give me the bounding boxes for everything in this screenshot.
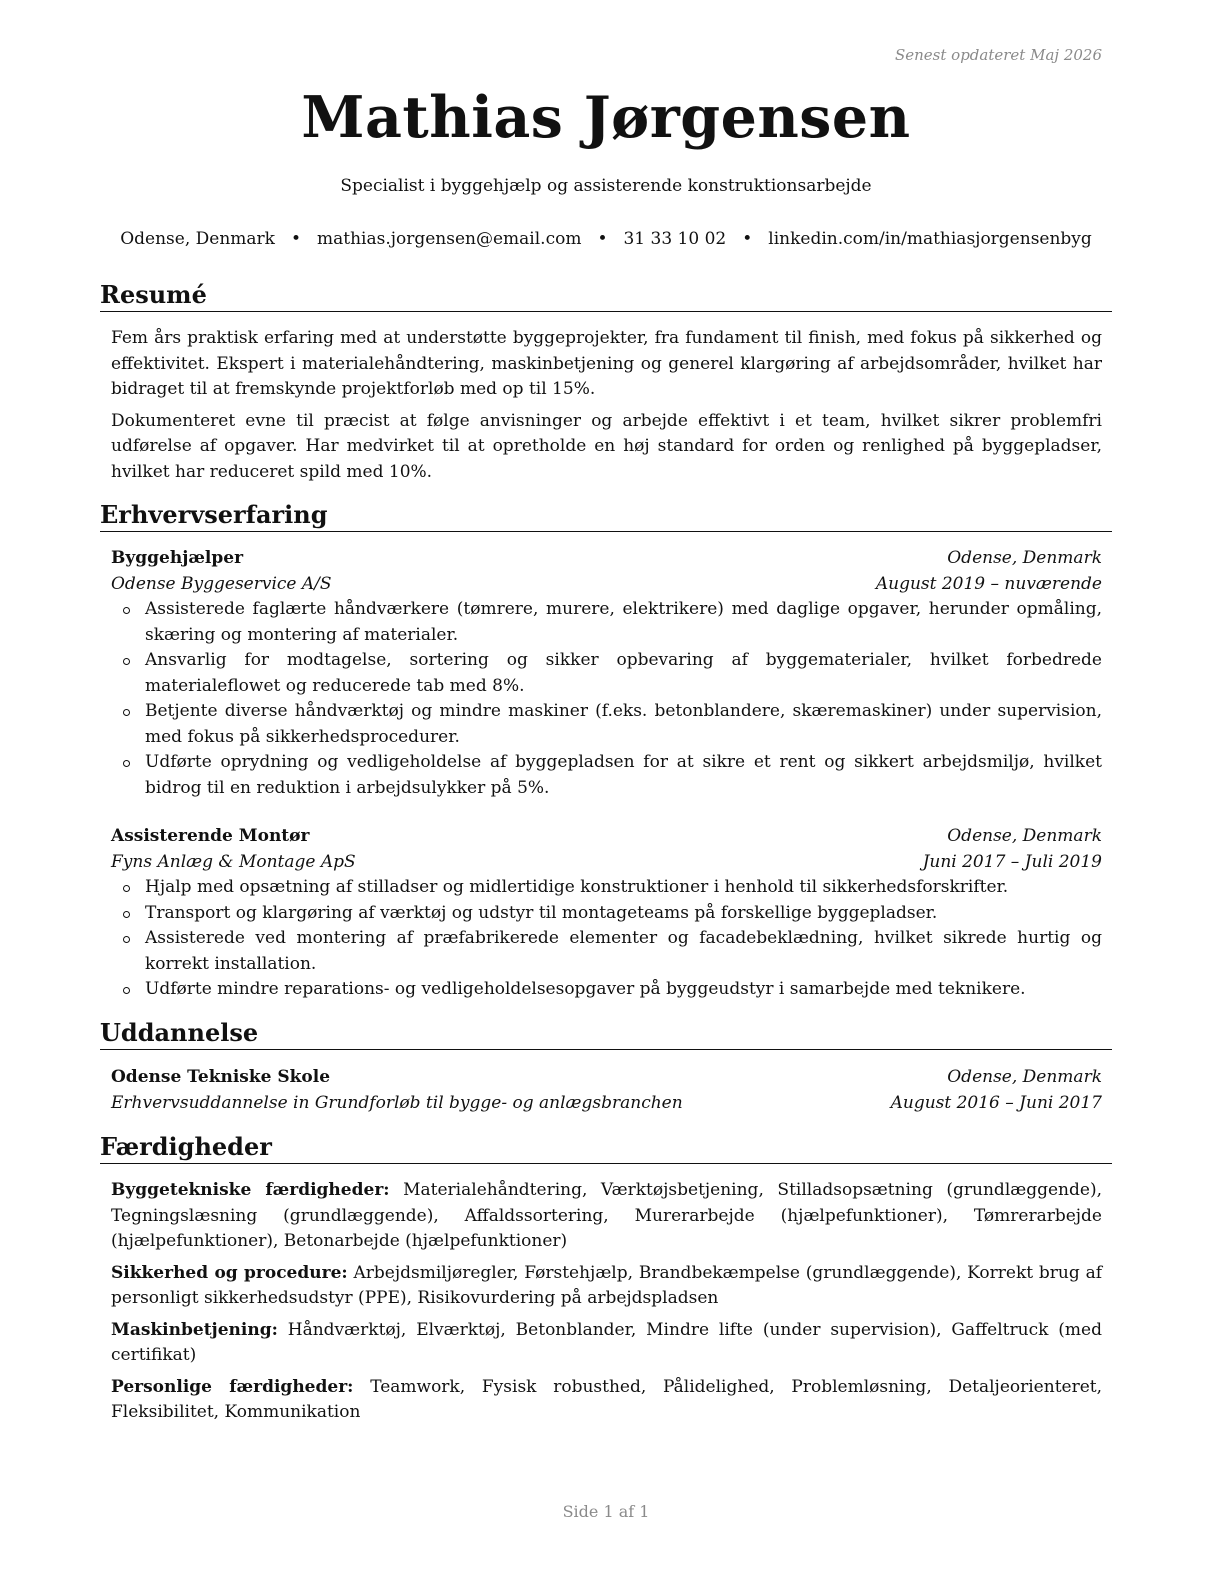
contact-location: Odense, Denmark [120,229,275,249]
skill-text: Håndværktøj, Elværktøj, Betonblander, Mindre lifte (under supervision), Gaffeltruck (med certifikat) [111,1319,1102,1365]
job-location: Odense, Denmark [947,548,1102,568]
job-title: Byggehjælper [111,548,244,568]
skill-group [111,1178,1102,1255]
skill-group [111,1318,1102,1369]
section-title-education: Uddannelse [100,1018,1112,1050]
school-name: Odense Tekniske Skole [111,1067,331,1087]
list-item: Hjalp med opsætning af stilladser og midlertidige konstruktioner i henhold til sikkerhedsforskrifter. [111,875,1102,901]
list-item: Assisterede ved montering af præfabrikerede elementer og facadebeklædning, hvilket sikrede hurtig og korrekt installation. [111,926,1102,977]
tagline: Specialist i byggehjælp og assisterende konstruktionsarbejde [340,176,872,196]
summary-section [111,326,1102,491]
last-updated: Senest opdateret Maj 2026 [894,46,1102,64]
resume-page [100,0,1112,1584]
skill-label: Maskinbetjening: [111,1319,278,1340]
job-bullets [111,875,1102,1003]
section-title-summary: Resumé [100,280,1112,312]
section-title-experience: Erhvervserfaring [100,500,1112,532]
skill-text: Arbejdsmiljøregler, Førstehjælp, Brandbekæmpelse (grundlæggende), Korrekt brug af personligt sikkerhedsudstyr (PPE), Risikovurdering på arbejdspladsen [111,1262,1102,1308]
job-title: Assisterende Montør [111,826,310,846]
contact-email[interactable]: mathias.jorgensen@email.com [316,229,582,249]
company-name: Odense Byggeservice A/S [111,573,332,594]
contact-line [100,229,1112,249]
job-bullets [111,597,1102,801]
program-name: Erhvervsuddannelse in Grundforløb til bygge- og anlægsbranchen [111,1092,683,1113]
school-location: Odense, Denmark [947,1067,1102,1087]
list-item: Udførte mindre reparations- og vedligeholdelsesopgaver på byggeudstyr i samarbejde med teknikere. [111,977,1102,1003]
education-entry [111,1065,1102,1116]
skill-group [111,1261,1102,1312]
list-item: Udførte oprydning og vedligeholdelse af byggepladsen for at sikre et rent og sikkert arbejdsmiljø, hvilket bidrog til en reduktion i arbejdsulykker på 5%. [111,750,1102,801]
summary-paragraph: Dokumenteret evne til præcist at følge anvisninger og arbejde effektivt i et team, hvilket sikrer problemfri udførelse af opgaver. Har medvirket til at opretholde en høj standard for orden og renlighed på byggepladser, hvilket har reduceret spild med 10%. [111,410,1102,482]
skill-text: Materialehåndtering, Værktøjsbetjening, Stilladsopsætning (grundlæggende), Tegningslæsning (grundlæggende), Affaldssortering, Murerarbejde (hjælpefunktioner), Tømrerarbejde (hjælpefunktioner), Betonarbejde (hjælpefunktioner) [111,1180,1102,1251]
list-item: Ansvarlig for modtagelse, sortering og sikker opbevaring af byggematerialer, hvilket forbedrede materialeflowet og reducerede tab med 8%. [111,648,1102,699]
list-item: Assisterede faglærte håndværkere (tømrere, murere, elektrikere) med daglige opgaver, herunder opmåling, skæring og montering af materialer. [111,597,1102,648]
education-dates: August 2016 – Juni 2017 [890,1092,1102,1113]
candidate-name: Mathias Jørgensen [301,84,911,151]
skill-label: Personlige færdigheder: [111,1376,354,1397]
skill-text: Teamwork, Fysisk robusthed, Pålidelighed, Problemløsning, Detaljeorienteret, Fleksibilitet, Kommunikation [111,1376,1103,1422]
skills-section [111,1178,1102,1432]
section-title-skills: Færdigheder [100,1132,1112,1164]
job-entry [111,824,1102,1003]
bullet-separator: • [597,229,608,249]
job-dates: August 2019 – nuværende [875,573,1102,594]
job-dates: Juni 2017 – Juli 2019 [922,851,1102,872]
job-entry [111,546,1102,801]
page-number: Side 1 af 1 [562,1502,650,1521]
bullet-separator: • [742,229,753,249]
bullet-separator: • [290,229,301,249]
skill-group [111,1375,1102,1426]
contact-linkedin[interactable]: linkedin.com/in/mathiasjorgensenbyg [768,229,1092,249]
company-name: Fyns Anlæg & Montage ApS [111,851,356,872]
job-location: Odense, Denmark [947,826,1102,846]
list-item: Transport og klargøring af værktøj og udstyr til montageteams på forskellige byggepladser. [111,901,1102,927]
skill-label: Sikkerhed og procedure: [111,1262,348,1283]
summary-paragraph: Fem års praktisk erfaring med at understøtte byggeprojekter, fra fundament til finish, med fokus på sikkerhed og effektivitet. Ekspert i materialehåndtering, maskinbetjening og generel klargøring af arbejdsområder, hvilket har bidraget til at fremskynde projektforløb med op til 15%. [111,328,1102,399]
list-item: Betjente diverse håndværktøj og mindre maskiner (f.eks. betonblandere, skæremaskiner) under supervision, med fokus på sikkerhedsprocedurer. [111,699,1102,750]
skill-label: Byggetekniske færdigheder: [111,1180,390,1200]
contact-phone: 31 33 10 02 [623,229,727,249]
